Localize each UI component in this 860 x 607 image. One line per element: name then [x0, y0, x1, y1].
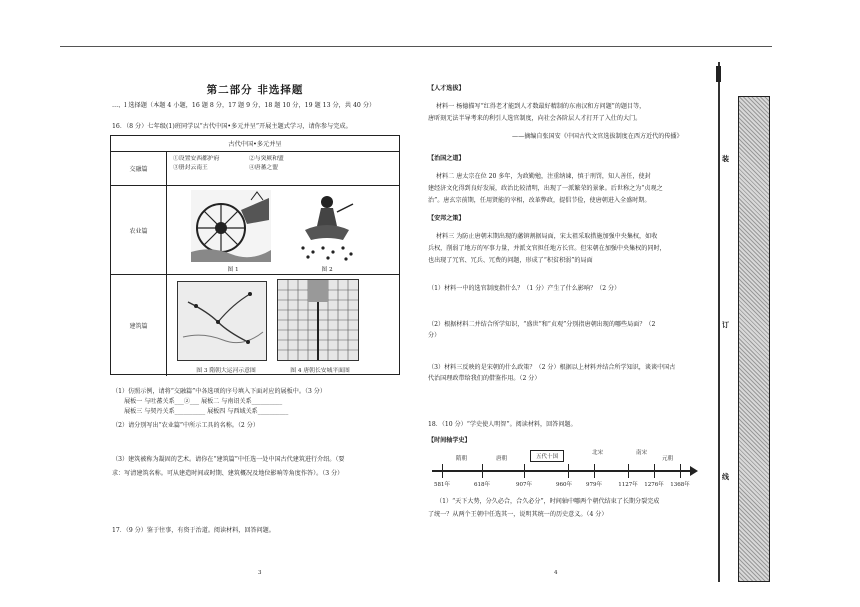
dynasty-label: 元朝 — [662, 456, 674, 462]
dynasty-label: 隋朝 — [456, 456, 468, 462]
timeline-tick — [568, 464, 569, 478]
figure-3-caption: 图 3 隋朝大运河示意图 — [196, 368, 256, 374]
timeline-year: 1276年 — [644, 482, 664, 488]
material-3-line-3: 也出现了冗官、冗兵、冗费的问题，形成了“积贫积弱”的局面 — [428, 257, 593, 264]
question-16-2: （2）请分别写出“农业篇”中所示工具的名称。（2 分） — [112, 422, 259, 429]
figure-1-waterwheel — [191, 190, 271, 262]
dynasty-box: 五代十国 — [530, 450, 564, 462]
timeline-tick — [654, 464, 655, 478]
timeline-tick — [442, 464, 443, 478]
binding-hatch — [738, 96, 770, 582]
heading-rule: 【治国之道】 — [428, 155, 465, 162]
timeline-year: 618年 — [474, 482, 490, 488]
figure-1-caption: 图 1 — [227, 267, 239, 273]
figure-2-caption: 图 2 — [321, 267, 333, 273]
question-r3-line-2: 代治国理政带给我们的借鉴作用。（2 分） — [428, 375, 541, 382]
question-16-3-line-1: （3）建筑被称为凝固的艺术。请你在“建筑篇”中任选一处中国古代建筑进行介绍。（要 — [112, 456, 345, 463]
heading-talent: 【人才选拔】 — [428, 85, 465, 92]
question-18-1-line-1: （1）“天下大势，分久必合，合久必分”，时间轴中哪两个朝代结束了长期分裂完成 — [436, 498, 660, 505]
material-1-line-2: 唐昕刻无法半导考来的利引人选官制度，向社会各阶层人才打开了入仕的大门。 — [428, 115, 642, 122]
timeline-tick — [594, 464, 595, 478]
timeline-year: 1368年 — [670, 482, 690, 488]
header-rule — [60, 46, 772, 47]
figure-2-plough — [291, 190, 363, 262]
option-4: ④唐蕃之盟 — [249, 165, 278, 171]
binding-char: 线 — [722, 472, 729, 481]
question-r2-line-1: （2）根据材料二并结合所学知识，“盛世”和“贞观”分别指唐朝出现的哪些局面？（2 — [428, 321, 656, 328]
board-line-2: 展板三 与契丹关系__________ 展板四 与西域关系__________ — [124, 408, 289, 415]
binding-char: 订 — [722, 320, 729, 329]
exchange-options — [173, 155, 325, 173]
board-line-1: 展板一 与吐蕃关系___②___ 展板二 与南诏关系__________ — [124, 398, 283, 405]
question-r1: （1）材料一中的选官制度指什么？（1 分）产生了什么影响？（2 分） — [428, 285, 621, 292]
figure-3-grand-canal-map — [177, 281, 267, 361]
row-label: 交融篇 — [111, 152, 167, 185]
binding-char: 装 — [722, 154, 729, 163]
timeline-tick — [524, 464, 525, 478]
question-18-1-line-2: 了统一？从两个王朝中任选其一，说明其统一的历史意义。（4 分） — [428, 511, 608, 518]
timeline-tick — [628, 464, 629, 478]
timeline-tick — [482, 464, 483, 478]
page-number-left: 3 — [258, 570, 262, 576]
section-title: 第二部分 非选择题 — [206, 84, 304, 96]
timeline-tick — [680, 464, 681, 478]
table-row-exchange — [111, 151, 399, 185]
dynasty-timeline — [432, 448, 700, 490]
option-3: ③册封云南王 — [173, 165, 208, 171]
material-2-line-3: 治”。唐玄宗前期，任用贤能的宰相，改革弊政，提倡节俭，使唐朝进入全盛时期。 — [428, 197, 651, 204]
binding-mark — [716, 66, 721, 82]
timeline-year: 960年 — [556, 482, 572, 488]
figure-4-changan-plan — [277, 279, 359, 361]
timeline-arrow — [690, 466, 698, 476]
material-1-source: ——摘编自张国安《中国古代文官选拔制度在西方近代的传播》 — [512, 133, 683, 140]
dynasty-label: 南宋 — [636, 450, 648, 456]
dynasty-label: 北宋 — [592, 450, 604, 456]
timeline-year: 979年 — [586, 482, 602, 488]
heading-defense: 【安邦之策】 — [428, 215, 465, 222]
question-r2-line-2: 分） — [428, 332, 441, 339]
dynasty-label: 唐朝 — [496, 456, 508, 462]
question-r3-line-1: （3）材料三反映的是宋朝的什么政策？（2 分）根据以上材料并结合所学知识，谈谈中国古 — [428, 364, 676, 371]
question-17-stem: 17．（9 分）鉴于往事，有资于治道。阅读材料，回答问题。 — [112, 527, 275, 534]
timeline-year: 581年 — [434, 482, 450, 488]
timeline-year: 1127年 — [618, 482, 638, 488]
table-header: 古代中国•多元并呈 — [228, 141, 282, 148]
material-3-line-2: 兵权，削弱了地方的军事力量，并派文官担任地方长官。但宋朝在加强中央集权的同时， — [428, 245, 666, 252]
page-number-right: 4 — [554, 570, 558, 576]
material-1-line-1: 材料一 杨德描写“红得老才能到人才数最好精制的东南汉和方问题”的题目等， — [436, 103, 646, 110]
option-1: ①设置安西都护府 — [173, 156, 220, 162]
question-16-stem: 16．（8 分）七年级(1)班同学以“古代中国•多元并呈”开展主题式学习，请你参与完成。 — [112, 123, 352, 130]
question-18-stem: 18．（10 分）“学史使人明智”。阅读材料，回答问题。 — [428, 421, 577, 428]
heading-timeline: 【时间轴学史】 — [428, 437, 471, 444]
material-3-line-1: 材料三 为防止唐朝末期出现的藩镇割据局面，宋太祖采取措施加强中央集权，如收 — [436, 233, 658, 240]
material-2-line-2: 建经济文化得到良好发展，政治比较清明，出现了一派繁荣的景象。后世称之为“贞观之 — [428, 185, 663, 192]
row-label: 农业篇 — [111, 186, 167, 274]
table-row-agriculture — [111, 185, 399, 274]
option-2: ②与突厥和盟 — [249, 156, 284, 162]
section-instruction: …、l 选择题（本题 4 小题，16 题 8 分，17 题 9 分，18 题 10 分，19 题 13 分，共 40 分） — [112, 102, 376, 109]
material-2-line-1: 材料二 唐太宗在位 20 多年，为政勤勉，注重纳谏，慎于刑罚，知人善任，使封 — [436, 173, 651, 180]
theme-table — [110, 135, 400, 375]
question-16-1: （1）仿照示例，请将“交融篇”中各选项的序号填入下面对应的展板中。（3 分） — [112, 388, 326, 395]
question-16-3-line-2: 求：写清建筑名称。可从建造时间或时期、建筑概况及地位影响等角度作答）。（3 分） — [112, 470, 344, 477]
row-label: 建筑篇 — [111, 275, 167, 376]
table-row-architecture — [111, 274, 399, 376]
figure-4-caption: 图 4 唐朝长安城平面图 — [290, 368, 350, 374]
timeline-year: 907年 — [516, 482, 532, 488]
